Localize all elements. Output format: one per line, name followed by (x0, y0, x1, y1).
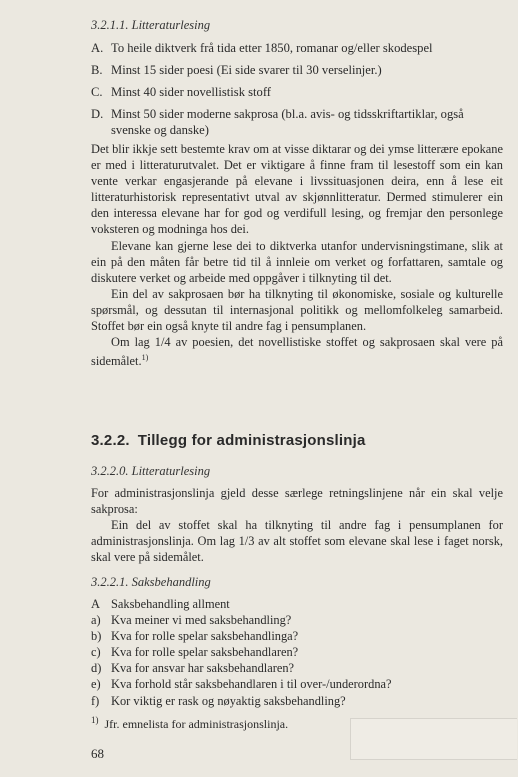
list-item: f) Kor viktig er rask og nøyaktig saksbehandling? (91, 693, 346, 708)
list-item-text: To heile diktverk frå tida etter 1850, romanar og/eller skodespel (111, 41, 433, 55)
paragraph: Elevane kan gjerne lese dei to diktverka utanfor undervisningstimane, slik at ein på den måten får betre tid til å innleie om verket og forfattaren, samtale og diskutere verket og arbeide med oppgåver i tilknyting til det. (91, 238, 503, 285)
paragraph: Ein del av stoffet skal ha tilknyting til andre fag i pensumplanen for administrasjonslinja. Om lag 1/3 av alt stoffet som elevane skal lese i faget norsk, skal vere på sidemålet. (91, 518, 503, 565)
paragraph: Det blir ikkje sett bestemte krav om at visse diktarar og dei ymse litterære epokane er med i litteraturutvalet. Det er viktigare å finne fram til lesestoff som ein kan vente verkar engasjerande på elevane i livssituasjonen deira, enn å lese eit litteraturhistorisk representativt utval av skjønnlitteratur. Dermed stimulerer ein den interessa elevane har for god og verdifull lesing, og fremjar den personlege voksteren og modninga hos dei. (91, 142, 503, 237)
list-item: b) Kva for rolle spelar saksbehandlinga? (91, 629, 299, 644)
list-item-text: Minst 50 sider moderne sakprosa (bl.a. avis- og tidsskriftartiklar, også svenske og danske) (111, 107, 464, 137)
list-item-label: B. (91, 63, 103, 77)
paragraph: Om lag 1/4 av poesien, det novellistiske stoffet og sakprosaen skal vere på sidemålet.$^{1)}$ (91, 335, 503, 369)
body-text-block (91, 141, 503, 369)
list-item-text: Minst 40 sider novellistisk stoff (111, 85, 271, 99)
list-item-label: D. (91, 107, 104, 121)
list-item-label: A. (91, 41, 104, 55)
list-item-d (91, 106, 501, 138)
list-item: a) Kva meiner vi med saksbehandling? (91, 613, 292, 628)
footnote (91, 715, 288, 732)
page-number: 68 (91, 746, 104, 761)
list-item: d) Kva for ansvar har saksbehandlaren? (91, 661, 295, 676)
list-heading: A Saksbehandling allment (91, 597, 230, 611)
subsection-heading-litteraturlesing: 3.2.1.1. Litteraturlesing (91, 18, 211, 32)
list-item-a (91, 40, 501, 56)
list-item-text: Minst 15 sider poesi (Ei side svarer til 30 verselinjer.) (111, 63, 382, 77)
list-item: c) Kva for rolle spelar saksbehandlaren? (91, 645, 299, 660)
subsection-heading-saksbehandling: 3.2.2.1. Saksbehandling (91, 575, 211, 589)
footnote-ref: 1) (141, 353, 149, 363)
list-item: e) Kva forhold står saksbehandlaren i til over-/underordna? (91, 677, 392, 692)
list-item-label: C. (91, 85, 103, 99)
body-text-block-2 (91, 485, 503, 565)
paragraph: For administrasjonslinja gjeld desse særlege retningslinjene når ein skal velje sakprosa: (91, 486, 503, 517)
section-number: 3.2.2. (91, 432, 130, 449)
blank-box (350, 718, 517, 760)
list-item-c (91, 84, 501, 100)
section-heading (91, 432, 366, 449)
subsection-heading-litteraturlesing-2: 3.2.2.0. Litteraturlesing (91, 464, 211, 478)
question-list (91, 596, 503, 709)
paragraph: Ein del av sakprosaen bør ha tilknyting til økonomiske, sosiale og kulturelle spørsmål, og dessutan til internasjonal politikk og mellomfolkeleg samarbeid. Stoffet bør ein også knyte til andre fag i pensumplanen. (91, 286, 503, 334)
footnote-text: Jfr. emnelista for administrasjonslinja. (104, 717, 289, 731)
section-title: Tillegg for administrasjonslinja (137, 432, 366, 449)
footnote-mark: 1) (91, 715, 99, 725)
list-item-b (91, 62, 501, 78)
